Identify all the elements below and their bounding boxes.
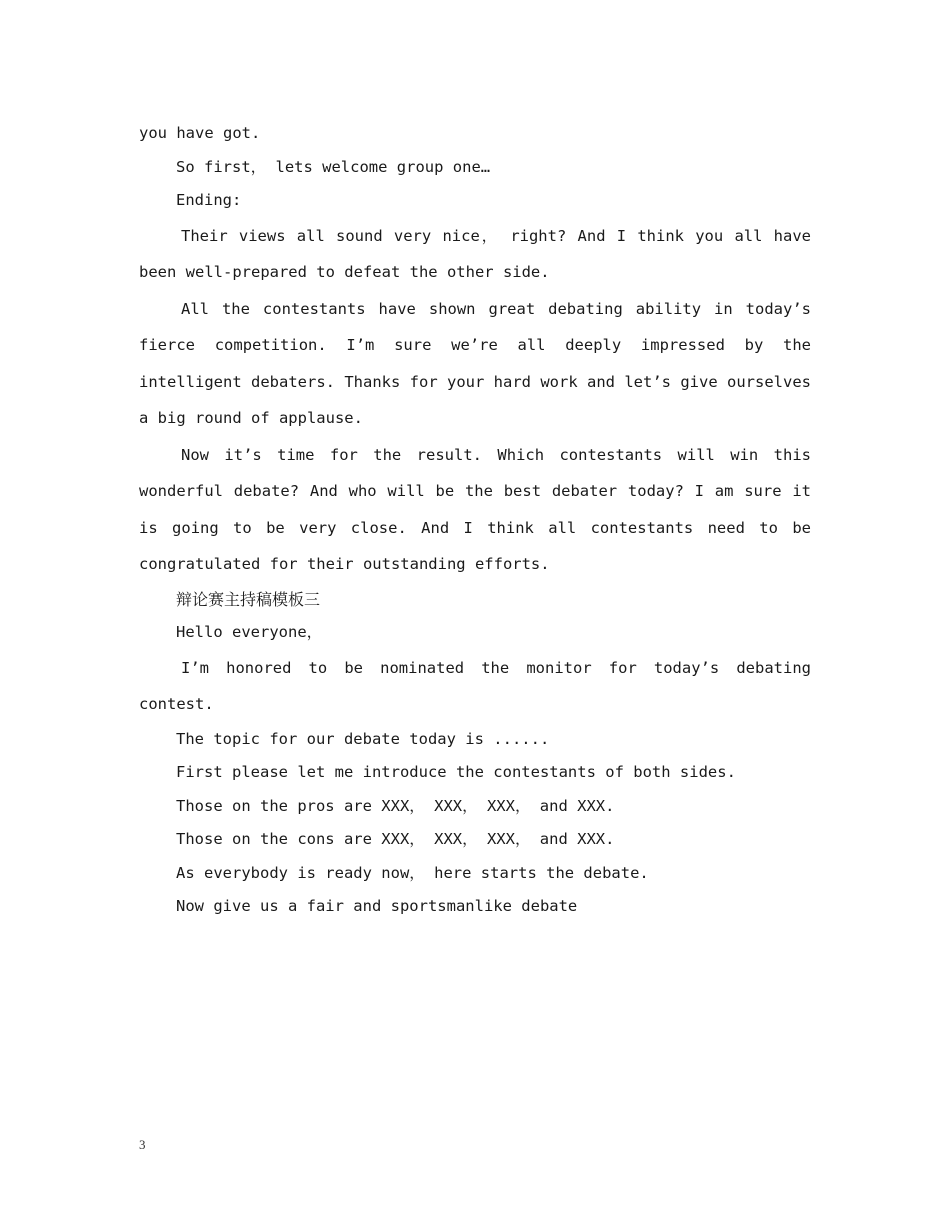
- document-body: [139, 117, 811, 924]
- paragraph-views: Their views all sound very nice， right? And I think you all have been well-prepared to defeat the other side.: [139, 226, 811, 281]
- paragraph-pros: Those on the pros are XXX， XXX， XXX， and XXX.: [176, 796, 615, 815]
- section-heading: 辩论赛主持稿模板三: [176, 589, 321, 609]
- paragraph-greeting: Hello everyone，: [176, 623, 323, 641]
- page-number: 3: [139, 1137, 146, 1152]
- paragraph-ready: As everybody is ready now， here starts the debate.: [176, 863, 649, 882]
- paragraph-cons: Those on the cons are XXX， XXX， XXX， and XXX.: [176, 830, 615, 848]
- paragraph-ending-label: Ending:: [176, 191, 242, 209]
- paragraph-topic: The topic for our debate today is ......: [176, 729, 550, 748]
- paragraph-contestants: All the contestants have shown great debating ability in today’s fierce competition. I’m sure we’re all deeply impressed by the intelligent debaters. Thanks for your hard work and let’s give ourselves a big round of applause.: [139, 299, 811, 427]
- paragraph-continuation: you have got.: [139, 124, 261, 142]
- paragraph-welcome-group: So first， lets welcome group one…: [176, 157, 491, 176]
- paragraph-fair-debate: Now give us a fair and sportsmanlike debate: [176, 897, 578, 915]
- paragraph-introduce: First please let me introduce the contestants of both sides.: [176, 763, 736, 781]
- paragraph-result: Now it’s time for the result. Which contestants will win this wonderful debate? And who will be the best debater today? I am sure it is going to be very close. And I think all contestants need to be congratulated for their outstanding efforts.: [139, 445, 811, 573]
- paragraph-honored: I’m honored to be nominated the monitor for today’s debating contest.: [139, 658, 811, 713]
